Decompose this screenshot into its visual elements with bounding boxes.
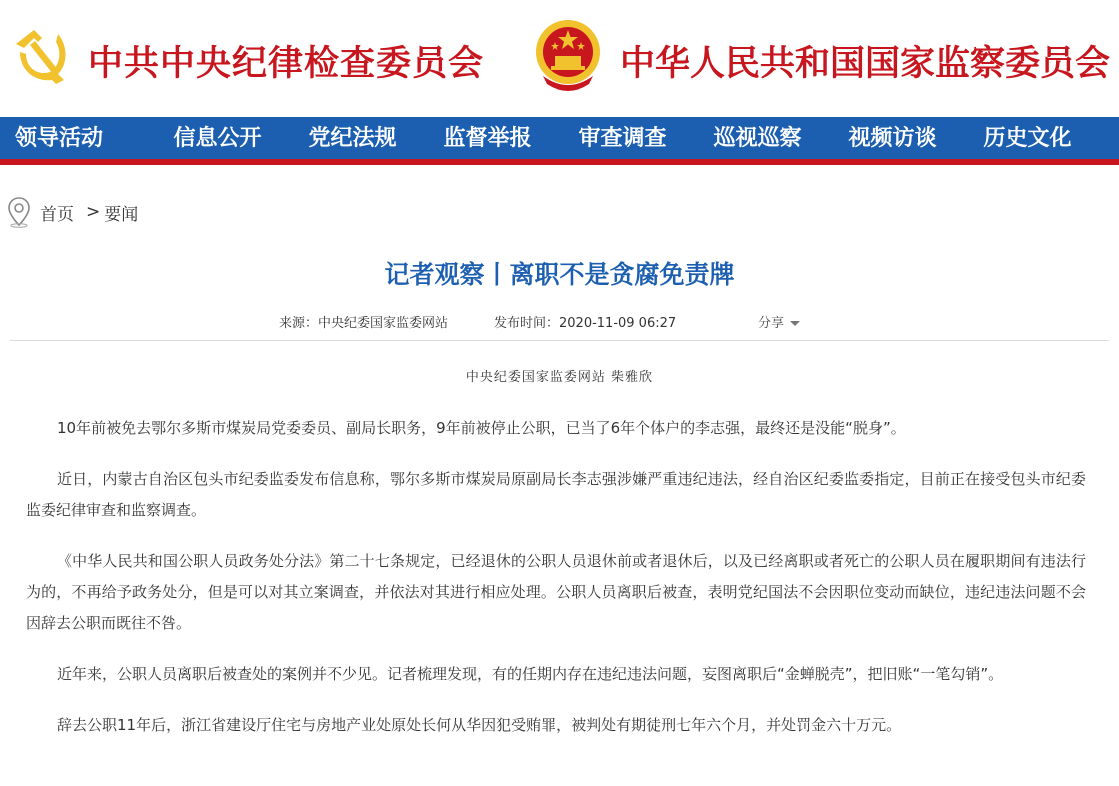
article-meta xyxy=(0,310,1119,330)
national-emblem-icon[interactable] xyxy=(533,14,603,94)
ccdi-title[interactable]: 中共中央纪律检查委员会 xyxy=(88,43,485,84)
location-pin-icon xyxy=(6,196,32,228)
meta-divider xyxy=(10,340,1109,341)
article-paragraph: 《中华人民共和国公职人员政务处分法》第二十七条规定，已经退休的公职人员退休前或者退休后，以及已经离职或者死亡的公职人员在履职期间有违法行为的，不再给予政务处分，但是可以对其立案调查，并依法对其进行相应处理。公职人员离职后被查，表明党纪国法不会因职位变动而缺位，违纪违法问题不会因辞去公职而既往不咎。 xyxy=(26,552,1086,632)
breadcrumb-separator: > xyxy=(86,202,101,222)
article-paragraph: 10年前被免去鄂尔多斯市煤炭局党委委员、副局长职务，9年前被停止公职，已当了6年个体户的李志强，最终还是没能“脱身”。 xyxy=(57,419,906,437)
nav-item-investigation[interactable]: 审查调查 xyxy=(578,125,667,151)
nav-item-regulations[interactable]: 党纪法规 xyxy=(308,125,397,151)
party-emblem-icon[interactable] xyxy=(8,22,74,88)
breadcrumb-current[interactable]: 要闻 xyxy=(104,204,139,225)
article-title: 记者观察丨离职不是贪腐免责牌 xyxy=(384,260,735,289)
share-label: 分享 xyxy=(758,316,785,331)
article-paragraph: 辞去公职11年后，浙江省建设厅住宅与房地产业处原处长何从华因犯受贿罪，被判处有期徒刑七年六个月，并处罚金六十万元。 xyxy=(57,716,902,734)
article-paragraph: 近日，内蒙古自治区包头市纪委监委发布信息称，鄂尔多斯市煤炭局原副局长李志强涉嫌严重违纪违法，经自治区纪委监委指定，目前正在接受包头市纪委监委纪律审查和监察调查。 xyxy=(26,470,1086,519)
share-button[interactable] xyxy=(758,312,800,331)
main-nav xyxy=(0,117,1119,159)
chevron-down-icon xyxy=(790,321,800,326)
article-paragraph: 近年来，公职人员离职后被查处的案例并不少见。记者梳理发现，有的任期内存在违纪违法问题，妄图离职后“金蝉脱壳”，把旧账“一笔勾销”。 xyxy=(57,665,1004,683)
nav-item-inspection[interactable]: 巡视巡察 xyxy=(713,125,802,151)
nav-item-history[interactable]: 历史文化 xyxy=(983,125,1072,151)
nav-item-supervision[interactable]: 监督举报 xyxy=(443,125,532,151)
nsc-title[interactable]: 中华人民共和国国家监察委员会 xyxy=(620,43,1111,84)
nav-item-video[interactable]: 视频访谈 xyxy=(848,125,937,151)
article-byline: 中央纪委国家监委网站 柴雅欣 xyxy=(465,370,654,385)
breadcrumb xyxy=(6,196,138,228)
article-publish-time: 发布时间：2020-11-09 06:27 xyxy=(494,316,677,331)
nav-divider xyxy=(0,159,1119,165)
breadcrumb-home[interactable]: 首页 xyxy=(40,204,74,225)
article-source: 来源：中央纪委国家监委网站 xyxy=(279,316,449,331)
nav-item-leadership[interactable]: 领导活动 xyxy=(15,125,104,151)
nav-item-info[interactable]: 信息公开 xyxy=(173,125,262,151)
site-header xyxy=(0,0,1119,117)
article-body xyxy=(26,413,1086,761)
